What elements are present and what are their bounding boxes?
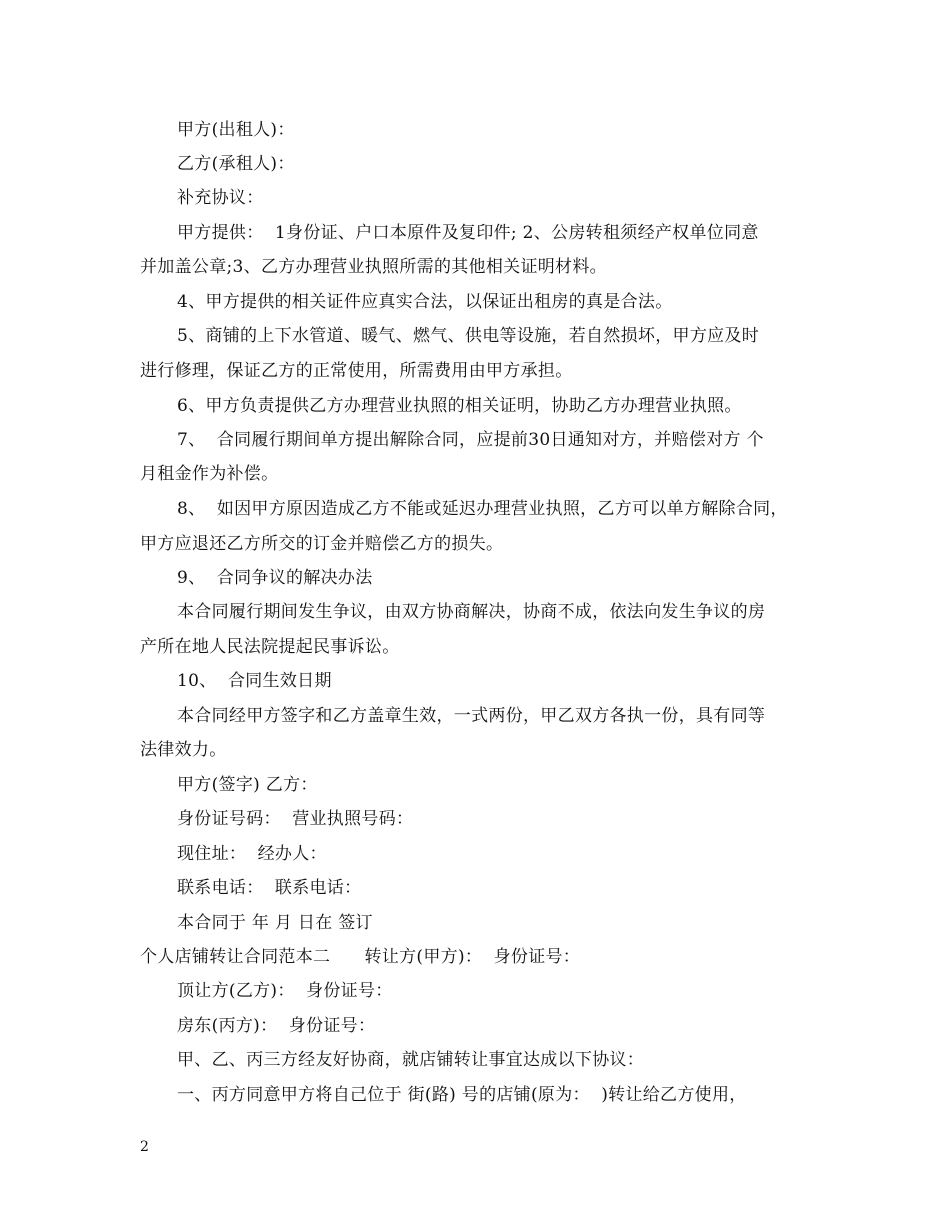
page-number: 2 [140, 1139, 149, 1155]
text-line: 补充协议： [177, 188, 264, 208]
text-line: 甲、乙、丙三方经友好协商，就店铺转让事宜达成以下协议： [177, 1050, 645, 1070]
text-line: 现住址： 经办人： [177, 844, 327, 864]
text-line: 6、甲方负责提供乙方办理营业执照的相关证明，协助乙方办理营业执照。 [177, 396, 742, 416]
text-line: 甲方(出租人)： [177, 120, 295, 140]
text-line: 10、 合同生效日期 [177, 671, 332, 691]
text-line: 本合同履行期间发生争议，由双方协商解决，协商不成，依法向发生争议的房 [177, 602, 766, 622]
text-line: 房东(丙方)： 身份证号： [177, 1016, 376, 1036]
text-line: 月租金作为补偿。 [140, 464, 279, 484]
text-line: 并加盖公章;3、乙方办理营业执照所需的其他相关证明材料。 [140, 257, 607, 277]
text-line: 身份证号码： 营业执照号码： [177, 809, 414, 829]
text-line: 7、 合同履行期间单方提出解除合同，应提前30日通知对方，并赔偿对方 个 [177, 430, 764, 450]
text-line: 本合同于 年 月 日在 签订 [177, 913, 373, 933]
text-line: 甲方应退还乙方所交的订金并赔偿乙方的损失。 [140, 534, 504, 554]
text-line: 顶让方(乙方)： 身份证号： [177, 981, 393, 1001]
text-line: 甲方(签字) 乙方： [177, 775, 318, 795]
text-line: 乙方(承租人)： [177, 154, 295, 174]
text-line: 5、商铺的上下水管道、暖气、燃气、供电等设施，若自然损坏，甲方应及时 [177, 326, 760, 346]
text-line: 进行修理，保证乙方的正常使用，所需费用由甲方承担。 [140, 361, 573, 381]
text-line: 个人店铺转让合同范本二 转让方(甲方)： 身份证号： [140, 947, 581, 967]
text-line: 甲方提供： 1身份证、户口本原件及复印件; 2、公房转租须经产权单位同意 [177, 223, 759, 243]
text-line: 本合同经甲方签字和乙方盖章生效，一式两份，甲乙双方各执一份，具有同等 [177, 706, 766, 726]
text-line: 8、 如因甲方原因造成乙方不能或延迟办理营业执照，乙方可以单方解除合同， [177, 499, 788, 519]
text-line: 联系电话： 联系电话： [177, 878, 362, 898]
text-line: 法律效力。 [140, 740, 227, 760]
text-line: 9、 合同争议的解决办法 [177, 568, 373, 588]
text-line: 4、甲方提供的相关证件应真实合法，以保证出租房的真是合法。 [177, 292, 673, 312]
text-line: 一、丙方同意甲方将自己位于 街(路) 号的店铺(原为： )转让给乙方使用， [177, 1085, 747, 1105]
text-line: 产所在地人民法院提起民事诉讼。 [140, 637, 400, 657]
